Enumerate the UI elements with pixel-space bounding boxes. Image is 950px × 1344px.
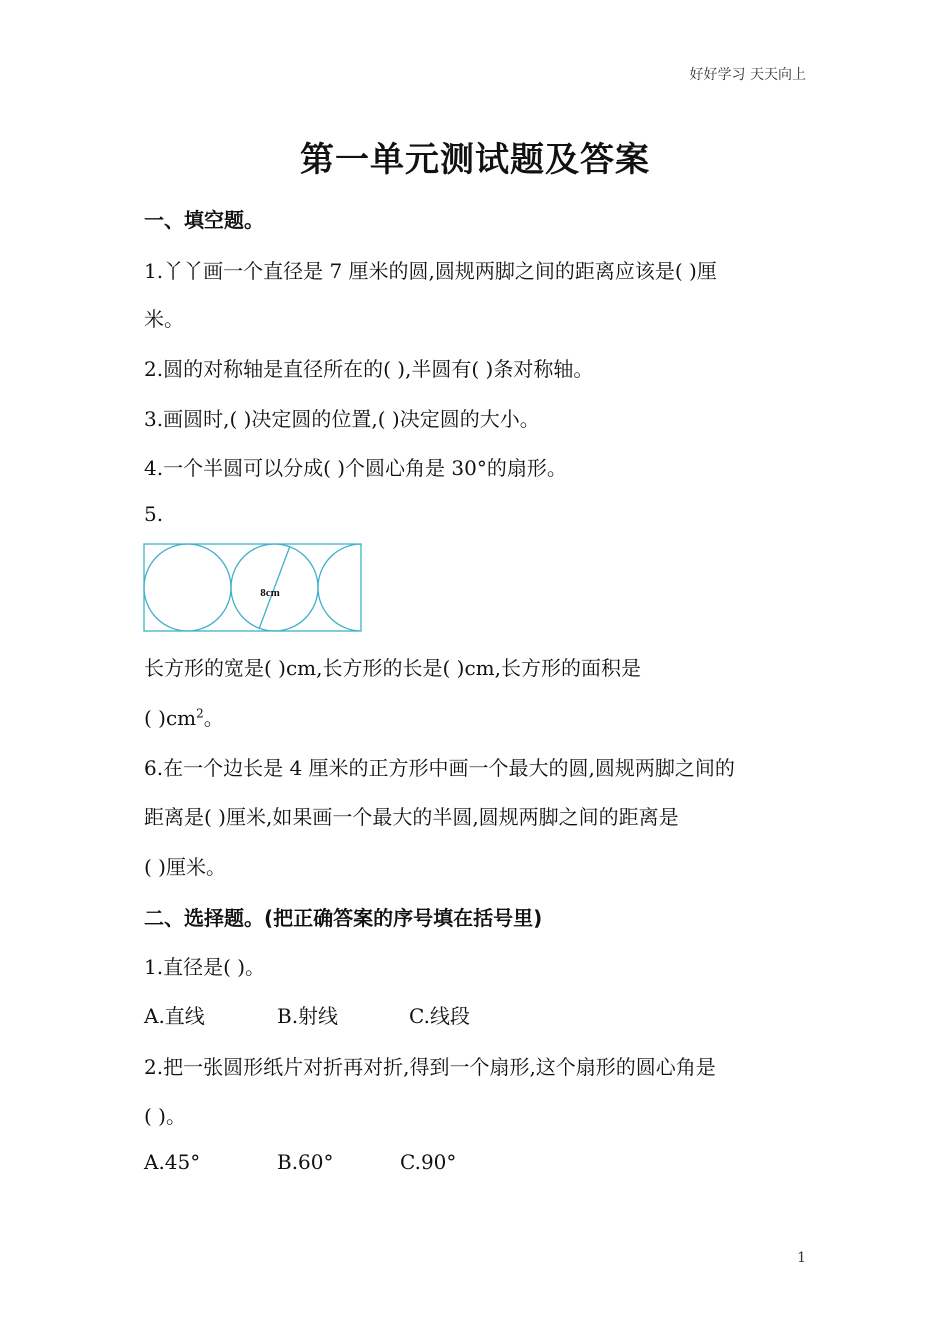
question-6-line-1: 6.在一个边长是 4 厘米的正方形中画一个最大的圆,圆规两脚之间的: [144, 756, 735, 780]
question-3: 3.画圆时,( )决定圆的位置,( )决定圆的大小。: [144, 407, 540, 431]
option-b: B.60°: [277, 1150, 334, 1174]
page-title: 第一单元测试题及答案: [300, 140, 650, 180]
left-circle: [144, 544, 231, 631]
section-heading-multiple-choice: 二、选择题。(把正确答案的序号填在括号里): [144, 906, 543, 930]
question-6-line-3: ( )厘米。: [144, 855, 226, 879]
figure-shapes: [144, 544, 362, 631]
section-heading-fill-blank: 一、填空题。: [144, 208, 264, 232]
diameter-label: 8cm: [260, 587, 280, 599]
question-5-line-2: [144, 702, 224, 731]
question-5-label: 5.: [144, 502, 164, 526]
option-a: A.45°: [144, 1150, 201, 1174]
superscript-2: 2: [196, 706, 204, 721]
choice-question-2-options: [144, 1150, 456, 1174]
question-2: 2.圆的对称轴是直径所在的( ),半圆有( )条对称轴。: [144, 357, 594, 381]
choice-question-2-line-2: ( )。: [144, 1104, 186, 1128]
option-c: C.90°: [400, 1150, 457, 1174]
question-5-line-1: 长方形的宽是( )cm,长方形的长是( )cm,长方形的面积是: [144, 656, 641, 680]
header-slogan: 好好学习 天天向上: [689, 67, 806, 83]
option-b: B.射线: [277, 1004, 339, 1028]
question-1-line-2: 米。: [144, 307, 184, 331]
choice-question-1-options: [144, 1000, 470, 1029]
page-number: 1: [797, 1250, 806, 1266]
choice-question-2-line-1: 2.把一张圆形纸片对折再对折,得到一个扇形,这个扇形的圆心角是: [144, 1055, 716, 1079]
choice-question-1: 1.直径是( )。: [144, 955, 266, 979]
right-half-circle: [318, 544, 362, 631]
question-5-line-2-prefix: ( )cm: [144, 706, 197, 730]
option-c: C.线段: [409, 1004, 470, 1028]
question-5-line-2-suffix: 。: [203, 706, 224, 730]
question-4: 4.一个半圆可以分成( )个圆心角是 30°的扇形。: [144, 456, 567, 480]
question-1-line-1: 1.丫丫画一个直径是 7 厘米的圆,圆规两脚之间的距离应该是( )厘: [144, 259, 717, 283]
outer-rectangle: [144, 544, 361, 631]
rectangle-circles-figure: [143, 543, 362, 632]
option-a: A.直线: [144, 1004, 205, 1028]
question-6-line-2: 距离是( )厘米,如果画一个最大的半圆,圆规两脚之间的距离是: [144, 805, 679, 829]
